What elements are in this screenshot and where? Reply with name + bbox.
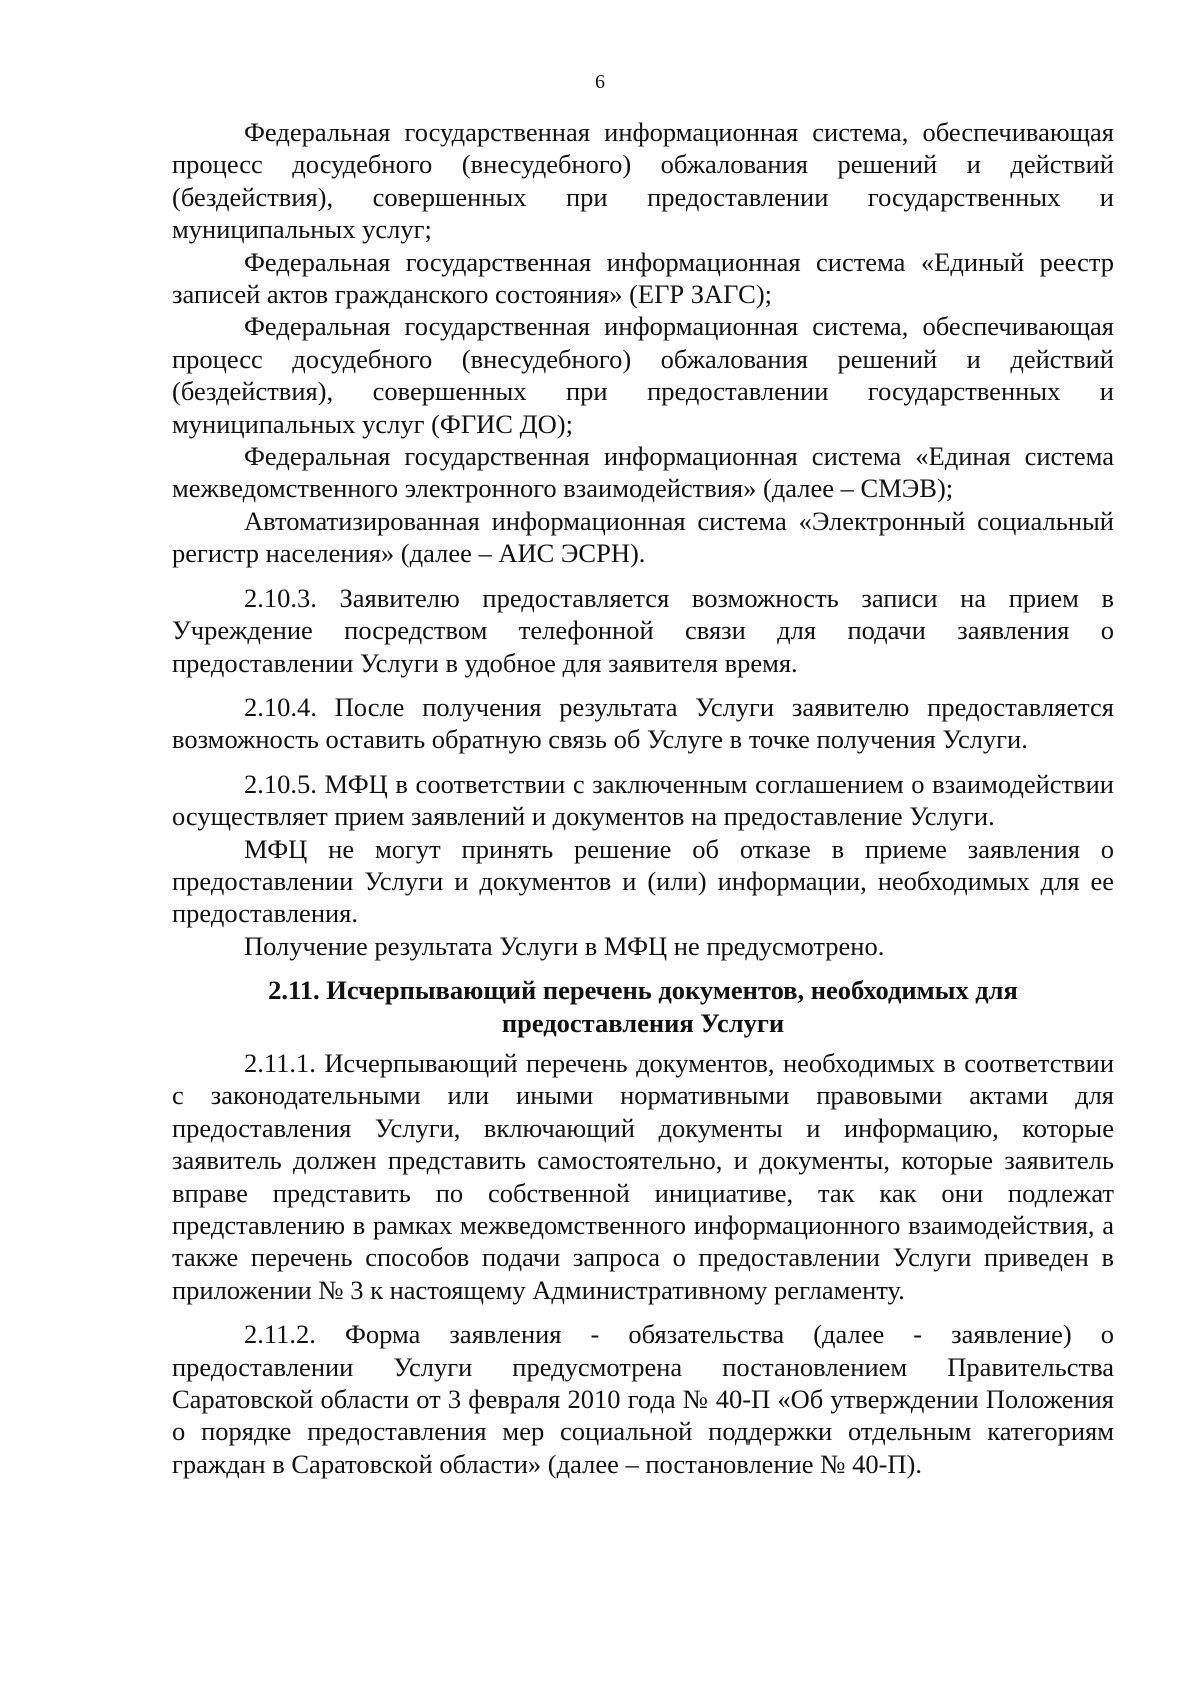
paragraph-2-10-5: 2.10.5. МФЦ в соответствии с заключенным соглашением о взаимодействии осуществляет прием заявлений и документов на предоставление Услуги. [172,768,1114,832]
page-number: 6 [595,71,605,93]
paragraph-2-11-2: 2.11.2. Форма заявления - обязательства (далее - заявление) о предоставлении Услуги предусмотрена постановлением Правительства Саратовской области от 3 февраля 2010 года № 40-П «Об утверждении Положения о порядке предоставления мер социальной поддержки отдельным категориям граждан в Саратовской области» (далее – постановление № 40-П). [172,1319,1114,1479]
paragraph-2-10-4: 2.10.4. После получения результата Услуги заявителю предоставляется возможность оставить обратную связь об Услуге в точке получения Услуги. [172,691,1114,755]
paragraph-mfc-refusal: МФЦ не могут принять решение об отказе в приеме заявления о предоставлении Услуги и документов и (или) информации, необходимых для ее предоставления. [172,833,1114,929]
paragraph-smev: Федеральная государственная информационная система «Единая система межведомственного электронного взаимодействия» (далее – СМЭВ); [172,441,1114,504]
paragraph-egr-zags: Федеральная государственная информационная система «Единый реестр записей актов гражданского состояния» (ЕГР ЗАГС); [172,246,1114,310]
paragraph-mfc-result: Получение результата Услуги в МФЦ не предусмотрено. [244,930,885,961]
section-heading-line-1: 2.11. Исчерпывающий перечень документов, необходимых для [268,975,1018,1006]
paragraph-2-11-1: 2.11.1. Исчерпывающий перечень документов, необходимых в соответствии с законодательными или иными нормативными правовыми актами для предоставления Услуги, включающий документы и информацию, которые заявитель должен представить самостоятельно, и документы, которые заявитель вправе представить по собственной инициативе, так как они подлежат представлению в рамках межведомственного информационного взаимодействия, а также перечень способов подачи запроса о предоставлении Услуги приведен в приложении № 3 к настоящему Административному регламенту. [172,1047,1114,1305]
section-heading-line-2: предоставления Услуги [501,1007,785,1038]
paragraph-2-10-3: 2.10.3. Заявителю предоставляется возможность записи на прием в Учреждение посредством телефонной связи для подачи заявления о предоставлении Услуги в удобное для заявителя время. [172,582,1114,678]
paragraph-ais-esrn: Автоматизированная информационная система «Электронный социальный регистр населения» (далее – АИС ЭСРН). [172,505,1114,569]
paragraph-fgis-do: Федеральная государственная информационная система, обеспечивающая процесс досудебного (внесудебного) обжалования решений и действий (бездействия), совершенных при предоставлении государственных и муниципальных услуг (ФГИС ДО); [172,311,1114,439]
paragraph-fgis-appeals: Федеральная государственная информационная система, обеспечивающая процесс досудебного (внесудебного) обжалования решений и действий (бездействия), совершенных при предоставлении государственных и муниципальных услуг; [172,117,1114,245]
document-body [172,116,1114,1480]
section-heading-2-11 [172,974,1114,1039]
